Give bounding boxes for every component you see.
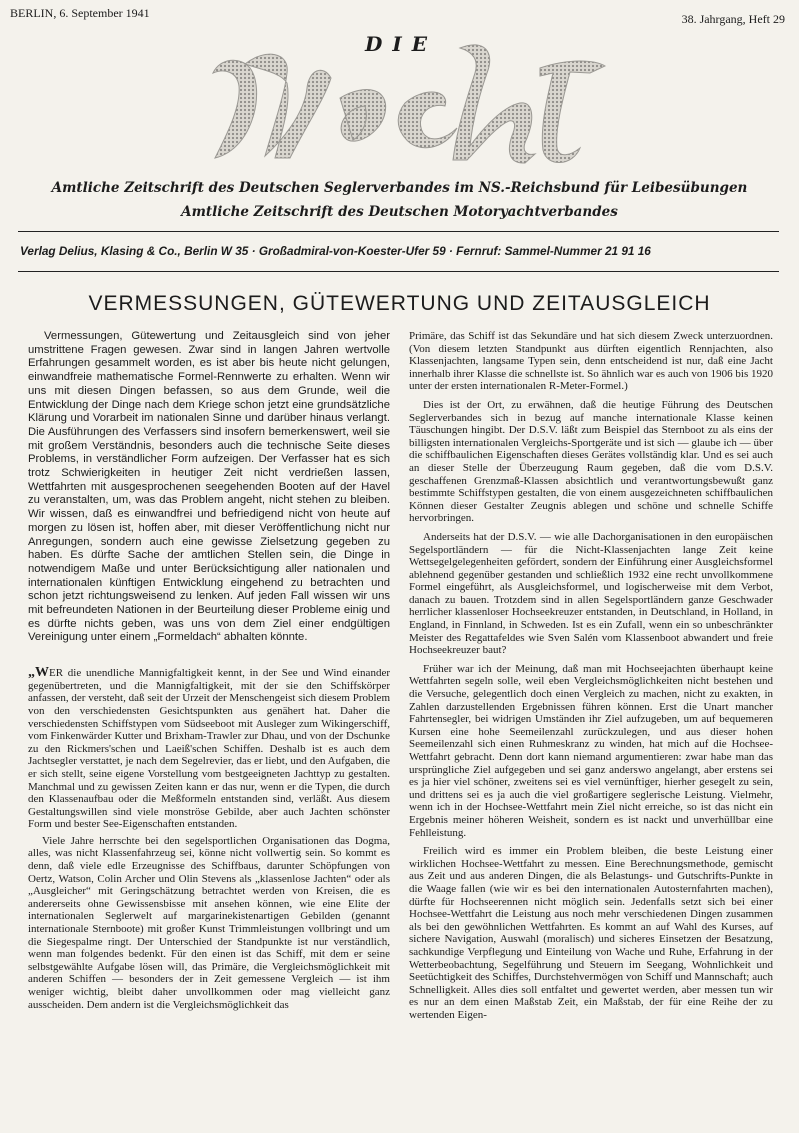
masthead-subtitle-primary: Amtliche Zeitschrift des Deutschen Seglerverbandes im NS.-Reichsbund für Leibesübungen — [51, 180, 748, 196]
column-right — [409, 330, 773, 1027]
body-paragraph: „WER die unendliche Mannigfaltigkeit kennt, in der See und Wind einander gegenübertreten, und die Mannigfaltigkeit, mit der sie den Schiffskörper anfassen, der versteht, daß seit der Urzeit der Menschengeist sich diesem Problem von den verschiedensten Gesichtspunkten aus genähert hat. Daher die verschiedensten Schiffstypen vom Südseeboot mit Ausleger zum Wikingerschiff, vom Finkenwärder Kutter und Brixham-Trawler zur Dhau, und von der Dschunke zu den Rickmers'schen und Laeiß'schen Schiffen. Deshalb ist es auch dem Jachtsegler verstattet, je nach dem Segelrevier, das er liebt, und den Aufgaben, die er sich stellt, seine eigene Vorstellung vom bestgeeigneten Jachttyp zu gestalten. Manchmal und zu gewissen Zeiten kann er das nur, wenn er die Typen, die durch den Klassenaufbau oder die Meßformeln entstanden sind, verläßt. Aus diesem Gestaltungswillen sind viele monströse Gebilde, aber auch Jachten schönster Form und bester See-Eigenschaften entstanden. — [28, 665, 390, 831]
issue-number: 38. Jahrgang, Heft 29 — [681, 12, 785, 26]
masthead-logo — [195, 28, 615, 188]
body-paragraph: Anderseits hat der D.S.V. — wie alle Dachorganisationen in den europäischen Segelsportländern — für die Nicht-Klassenjachten lange Zeit keine Wettsegelgelegenheiten gefördert, sondern der Einführung einer Ausgleichsformel ablehnend gegenüber gestanden und schließlich 1932 eine recht unvollkommene Formel eingeführt, als Ausgleichsformel, und logischerweise mit dem Verbot, danach zu bauen. Trotzdem sind in allen Segelsportländern ganze Geschwader herrlicher klassenloser Hochseekreuzer entstanden, in Deutschland, in Holland, in England, in Finnland, in Schweden. Ist es ein Zufall, wenn ein so unbeschränkter Meister des Regattafeldes wie Sven Salén vom Klassenboot abwandert und freie Hochseekreuzer baut? — [409, 530, 773, 657]
dateline: BERLIN, 6. September 1941 — [10, 6, 150, 20]
article-intro: Vermessungen, Gütewertung und Zeitausgleich sind von jeher umstrittene Fragen gewesen. Zwar sind in langen Jahren wertvolle Erfahrungen gesammelt worden, es ist aber bis heute nicht gelungen, einwandfreie mathematische Formel-Rennwerte zu erhalten. Wenn wir uns mit diesen Dingen befassen, so aus dem Grunde, weil die Entwicklung der Dinge nach dem Kriege schon jetzt eine grundsätzliche Klärung und Vorarbeit im nationalen Sinne und darüber hinaus verlangt. Die Ausführungen des Verfassers sind insofern bemerkenswert, weil sie mit großem Verständnis, besonders auch die technische Seite dieses Problems, in verständlicher Form aufzeigen. Der Verfasser hat es sich trotz Schwierigkeiten in heutiger Zeit nicht verdrießen lassen, Wettfahrten mit ausgesprochenen seegehenden Booten auf der Havel zu veranstalten, um, was das Problem angeht, nicht stehen zu bleiben. Wir wissen, daß es einwandfrei und befriedigend nicht von heute auf morgen zu lösen ist, hoffen aber, mit dieser Veröffentlichung nicht nur Anregungen, sondern auch eine gewisse Zielsetzung gegeben zu haben. Es dürfte Sache der amtlichen Stellen sein, die Dinge in notwendigem Maße und unter Berücksichtigung aller nationalen und internationalen künftigen Entwicklung eingehend zu betrachten und schon jetzt richtungsweisend zu lenken. Auf jeden Fall wissen wir uns mit befreundeten Nationen in der Beurteilung dieser Probleme einig und es dürfte nichts geben, was uns von dem Ziel einer endgültigen Vereinigung unter einem „Formeldach“ abhalten könnte. — [28, 330, 390, 644]
body-paragraph: Früher war ich der Meinung, daß man mit Hochseejachten überhaupt keine Wettfahrten segeln solle, weil eben Vergleichsmöglichkeiten nicht bestehen und die Versuche, gelegentlich doch einen Vergleich zu machen, nicht zu exakten, in Zahlen darzustellenden Ergebnissen führen können. Erst die Unart mancher Fahrtensegler, bei widrigen Umständen ihr Ziel aufzugeben, um auf bequemeren Kursen eine hohe Seemeilenzahl zurückzulegen, und aus dieser hohen Seemeilenzahl sich einen Ruhmeskranz zu winden, hat mich auf die Hochsee-Wettfahrt gebracht. Denn dort kann niemand argumentieren: zwar habe man das ursprüngliche Ziel aufgegeben und sei ganz anderswo angelangt, aber erstens sei es ja hier viel schöner, zweitens sei es viel vernünftiger, hierher gesegelt zu sein, und drittens sei es ja auch die viel großartigere seglerische Leistung. Vielmehr, wenn ich in der Hochsee-Wettfahrt mein Ziel nicht erreiche, so ist das nicht ein Ergebnis meiner höheren Weisheit, sondern es ist nackt und unverhüllbar eine Fehlleistung. — [409, 662, 773, 839]
body-paragraph: Primäre, das Schiff ist das Sekundäre und hat sich diesem Zweck unterzuordnen. (Von diesem letzten Standpunkt aus dürften eigentlich Rennjachten, also Klassenjachten, langsame Typen sein, denn entscheidend ist nur, daß eine Jacht innerhalb ihrer Klasse die schnellste ist. So ähnlich war es auch von 1906 bis 1920 unter der ersten internationalen R-Meter-Formel.) — [409, 330, 773, 393]
article-title: VERMESSUNGEN, GÜTEWERTUNG UND ZEITAUSGLEICH — [88, 292, 711, 315]
body-paragraph: Freilich wird es immer ein Problem bleiben, die beste Leistung einer wirklichen Hochsee-Wettfahrt zu messen. Eine Berechnungsmethode, gemischt aus Zeit und aus anderen Dingen, die als Belastungs- und Gutschrifts-Punkte in die Waage fallen (wie wir es bei den internationalen Autosternfahrten machen), dürfte für Hochseerennen nicht möglich sein. Jedenfalls setzt sich bei einer Hochsee-Wettfahrt die Leistung aus noch mehr verschiedenen Dingen zusammen als bei den gewöhnlichen Wettfahrten. Es kommt an auf Wahl des Kurses, auf sichere Navigation, Auswahl (moralisch) und sicheres Einsetzen der Besatzung, sachkundige Verpflegung und Einteilung von Wache und Ruhe, Erfahrung in der Wetterbeobachtung, Segelführung und Steuern im Seegang, Wohnlichkeit und Seetüchtigkeit des Schiffes, Durchstehvermögen von Schiff und Mannschaft; auch Schnelligkeit. Alles dies soll entfaltet und gewertet werden, aber messen tun wir es nur an dem einen Maßstab Zeit, ein Maßstab, der für eine Reihe der zu wertenden Eigen- — [409, 845, 773, 1021]
divider-top — [18, 231, 779, 232]
masthead-subtitle-secondary: Amtliche Zeitschrift des Deutschen Motoryachtverbandes — [181, 204, 618, 220]
publisher-line: Verlag Delius, Klasing & Co., Berlin W 35 · Großadmiral-von-Koester-Ufer 59 · Fernruf: Sammel-Nummer 21 91 16 — [20, 244, 651, 258]
logo-die-text: DIE — [365, 32, 437, 56]
column-left — [28, 330, 390, 1015]
body-paragraph: Dies ist der Ort, zu erwähnen, daß die heutige Führung des Deutschen Seglerverbandes sich in bezug auf manche internationale Klasse keinen Täuschungen hingibt. Der D.S.V. läßt zum Beispiel das Sternboot zu als eins der billigsten internationalen Vergleichs-Sportgeräte und ist sich — glaube ich — über die schiffbaulichen Eigenschaften dieses Gerätes vollständig klar. Und es sei auch an dieser Stelle der Überzeugung Raum gegeben, daß die vom D.S.V. geschaffenen Grenzmaß-Klassen absichtlich und verantwortungsbewußt ganz bestimmte Schiffstypen gestalten, die von einem ausgezeichneten schiffbaulichen Können dieser Gestalter Zeugnis ablegen und schöne und schnelle Schiffe hervorbringen. — [409, 398, 773, 525]
divider-bottom — [18, 271, 779, 272]
body-paragraph: Viele Jahre herrschte bei den segelsportlichen Organisationen das Dogma, alles, was nicht Klassenfahrzeug sei, könne nicht vollwertig sein. So kommt es denn, daß viele edle Erzeugnisse des Schiffbaus, darunter Schöpfungen von Oertz, Watson, Colin Archer und Olin Stevens als „klassenlose Jachten“ oder als „Ausgleicher“ mit Geringschätzung betrachtet werden von Kreisen, die es andererseits ohne Gewissensbisse mit ansehen können, wie eine Elite der internationalen Seglerwelt auf margarinekistenartigen Gebilden (genannt internationale Sternboote) mit großer Kunst Trimmleistungen vollbringt und um die Siegespalme ringt. Der Unterschied der Standpunkte ist nur verständlich, wenn man folgendes bedenkt. Für den einen ist das Schiff, mit dem er seine selbstgewählte Aufgabe lösen will, das Primäre, die Vergleichsmöglichkeit mit anderen Schiffen — besonders der in Zeit gemessene Vergleich — ist ihm weniger wichtig, bleibt daher unvollkommen oder mag vielleicht ganz ausscheiden. Dem andern ist die Vergleichsmöglichkeit das — [28, 834, 390, 1011]
